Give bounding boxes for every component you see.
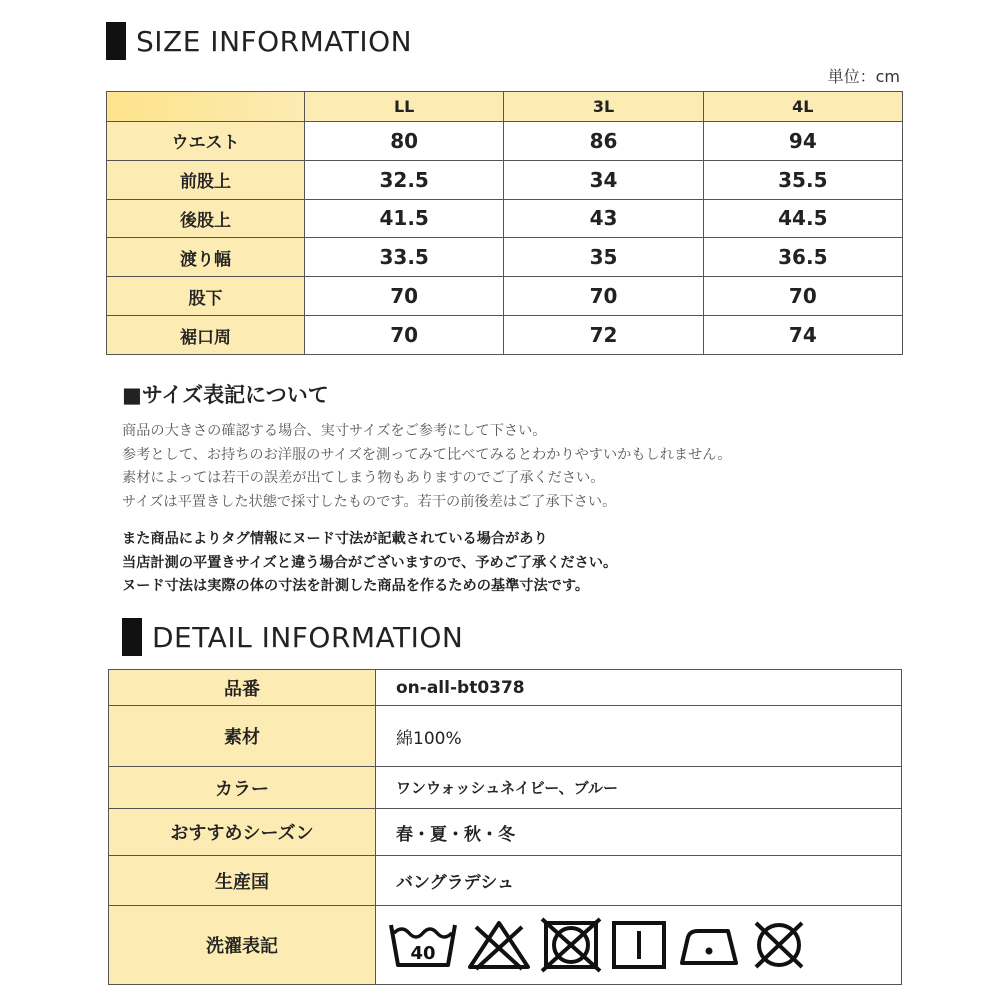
note-line: 参考として、お持ちのお洋服のサイズを測ってみて比べてみるとわかりやすいかもしれません。 [122,446,732,463]
note-line: 素材によっては若干の誤差が出てしまう物もありますのでご了承ください。 [122,470,605,487]
note-line-bold: ヌード寸法は実際の体の寸法を計測した商品を作るための基準寸法です。 [122,578,590,595]
size-col-header: 4L [703,92,902,122]
wash-40-icon [388,919,458,971]
size-row-label: ウエスト [107,121,305,160]
detail-information-heading [122,618,463,656]
size-row-label: 前股上 [107,160,305,199]
line-dry-icon [610,919,668,971]
detail-table [108,669,902,985]
table-row [109,706,902,767]
size-cell: 74 [703,316,902,355]
size-cell: 94 [703,121,902,160]
detail-label: 品番 [109,670,376,706]
wash-temp-label: 40 [410,943,436,964]
size-cell: 70 [504,277,703,316]
size-row-label: 裾口周 [107,316,305,355]
care-symbols [388,917,901,973]
iron-low-icon [676,919,742,971]
detail-value: on-all-bt0378 [376,670,902,706]
detail-value: ワンウォッシュネイビー、ブルー [376,767,902,809]
detail-label: カラー [109,767,376,809]
no-dry-clean-icon [750,917,808,973]
note-line-bold: 当店計測の平置きサイズと違う場合がございますので、予めご了承ください。 [122,554,618,571]
size-cell: 33.5 [305,238,504,277]
size-cell: 36.5 [703,238,902,277]
size-table-header-row [107,92,903,122]
size-information-heading [106,22,412,60]
unit-label: 単位：cm [827,67,900,86]
size-cell: 34 [504,160,703,199]
size-cell: 41.5 [305,199,504,238]
table-row [109,856,902,906]
note-line-bold: また商品によりタグ情報にヌード寸法が記載されている場合があり [122,531,548,547]
note-line: 商品の大きさの確認する場合、実寸サイズをご参考にして下さい。 [122,423,547,439]
heading-bar [106,22,126,60]
table-row [107,160,903,199]
size-cell: 80 [305,121,504,160]
detail-value: 春・夏・秋・冬 [376,809,902,856]
detail-label: 生産国 [109,856,376,906]
size-notes-title: ■サイズ表記について [122,383,329,407]
table-row [109,906,902,985]
size-cell: 72 [504,316,703,355]
size-row-label: 後股上 [107,199,305,238]
table-row [109,809,902,856]
size-row-label: 渡り幅 [107,238,305,277]
size-cell: 70 [703,277,902,316]
table-row [107,277,903,316]
size-col-header: 3L [504,92,703,122]
size-col-header: LL [305,92,504,122]
size-cell: 44.5 [703,199,902,238]
detail-label: おすすめシーズン [109,809,376,856]
table-row [107,316,903,355]
size-cell: 86 [504,121,703,160]
table-row [109,767,902,809]
size-row-label: 股下 [107,277,305,316]
table-row [107,199,903,238]
size-cell: 43 [504,199,703,238]
care-symbols-cell [376,906,902,985]
size-cell: 35 [504,238,703,277]
nude-size-notes [122,528,617,599]
table-row [107,238,903,277]
size-information-title: SIZE INFORMATION [136,24,413,58]
detail-value: 綿100% [376,706,902,767]
detail-label: 洗濯表記 [109,906,376,985]
size-cell: 32.5 [305,160,504,199]
table-row [107,121,903,160]
size-cell: 70 [305,277,504,316]
detail-information-title: DETAIL INFORMATION [152,620,464,654]
size-notes [122,420,732,515]
detail-label: 素材 [109,706,376,767]
heading-bar [122,618,142,656]
detail-value: バングラデシュ [376,856,902,906]
no-tumble-dry-icon [540,917,602,973]
table-row [109,670,902,706]
no-bleach-icon [466,919,532,971]
size-cell: 70 [305,316,504,355]
size-table-corner [107,92,305,122]
note-line: サイズは平置きした状態で採寸したものです。若干の前後差はご了承下さい。 [122,494,617,511]
size-cell: 35.5 [703,160,902,199]
size-table [106,91,903,355]
